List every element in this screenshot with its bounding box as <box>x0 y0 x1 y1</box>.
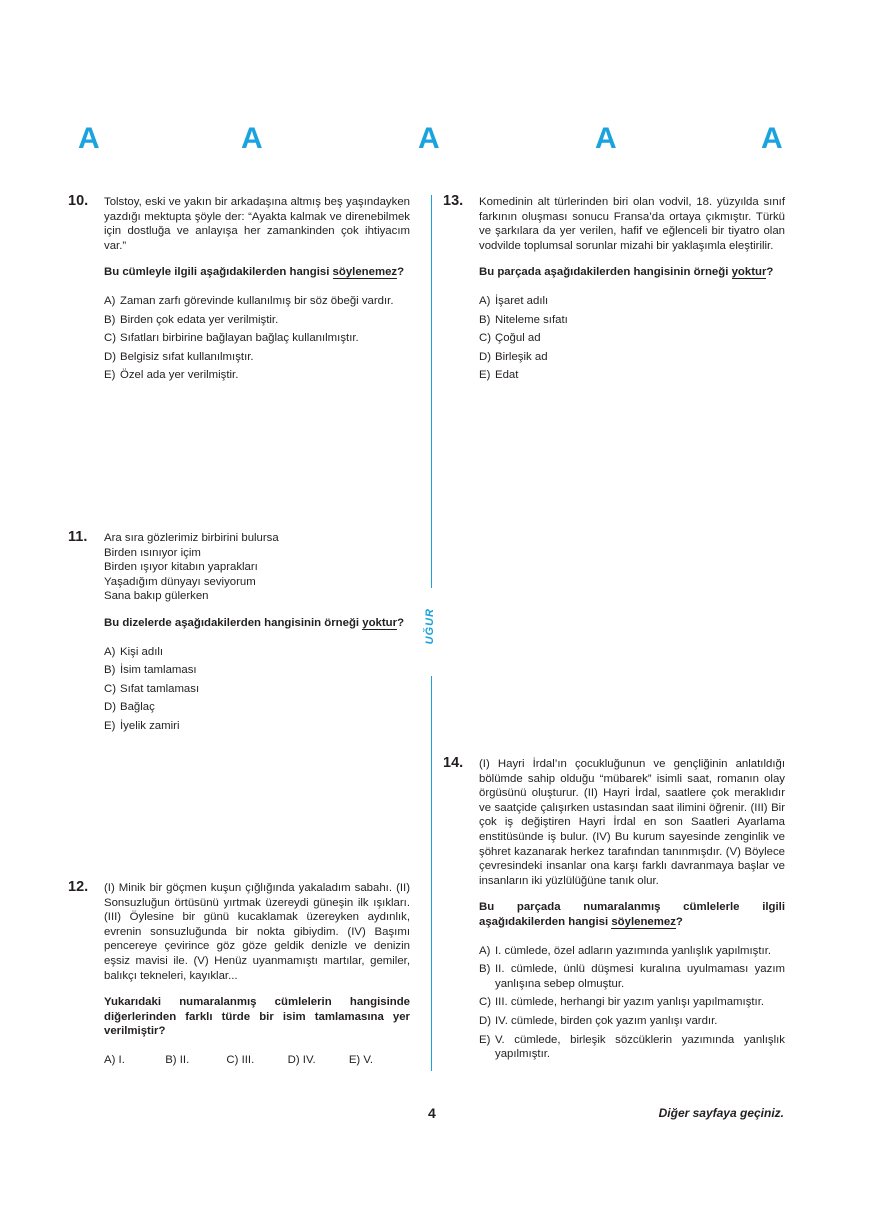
option-b[interactable]: B) II. cümlede, ünlü düşmesi kuralına uyulmaması yazım yanlışına sebep olmuştur. <box>479 963 785 990</box>
option-a[interactable]: A) I. cümlede, özel adların yazımında yanlışlık yapılmıştır. <box>479 944 772 957</box>
question-10 <box>68 193 410 387</box>
option-b[interactable]: B) II. <box>165 1053 190 1066</box>
poem-line: Yaşadığım dünyayı seviyorum <box>104 575 256 588</box>
option-a[interactable]: A) Kişi adılı <box>104 645 164 658</box>
options <box>104 645 410 734</box>
booklet-letter-1: A <box>78 122 100 155</box>
option-b[interactable]: B) Birden çok edata yer verilmiştir. <box>104 313 279 326</box>
booklet-letter-5: A <box>761 122 783 155</box>
poem <box>104 531 410 604</box>
question-stem: Komedinin alt türlerinden biri olan vodvil, 18. yüzyılda sınıf farkının oluşması sonucu Fransa’da ortaya çıkmıştır. Türkü ve şarkılara da yer verilen, hafif ve eğlenceli bir tiyatro olan vodvilde toplumsal sorunlar mizahi bir yaklaşımla eleştirilir. <box>479 196 785 252</box>
option-d[interactable]: D) Belgisiz sıfat kullanılmıştır. <box>104 350 254 363</box>
option-b[interactable]: B) Niteleme sıfatı <box>479 313 568 326</box>
question-14 <box>443 755 785 1066</box>
question-prompt: Bu parçada aşağıdakilerden hangisinin örneği yoktur? <box>479 266 774 279</box>
question-number: 12. <box>68 879 89 895</box>
option-c[interactable]: C) Sıfat tamlaması <box>104 682 200 695</box>
column-divider-top <box>431 195 432 588</box>
options <box>479 294 785 383</box>
option-d[interactable]: D) IV. cümlede, birden çok yazım yanlışı vardır. <box>479 1014 718 1027</box>
option-d[interactable]: D) IV. <box>287 1053 316 1066</box>
poem-line: Ara sıra gözlerimiz birbirini bulursa <box>104 532 279 544</box>
option-a[interactable]: A) I. <box>104 1053 125 1066</box>
option-e[interactable]: E) V. cümlede, birleşik sözcüklerin yazımında yanlışlık yapılmıştır. <box>479 1033 785 1061</box>
emphasis: yoktur <box>362 616 398 629</box>
option-c[interactable]: C) III. cümlede, herhangi bir yazım yanlışı yapılmamıştır. <box>479 996 765 1009</box>
page-number: 4 <box>428 1105 436 1121</box>
brand-label: UĞUR <box>424 608 436 645</box>
option-a[interactable]: A) Zaman zarfı görevinde kullanılmış bir söz öbeği vardır. <box>104 294 394 307</box>
poem-line: Birden ışıyor kitabın yaprakları <box>104 561 258 574</box>
option-c[interactable]: C) Sıfatları birbirine bağlayan bağlaç kullanılmıştır. <box>104 332 359 345</box>
emphasis: söylenemez <box>611 915 676 928</box>
next-page-note: Diğer sayfaya geçiniz. <box>658 1106 784 1120</box>
booklet-letter-2: A <box>241 122 263 155</box>
question-prompt: Bu parçada numaralanmış cümlelerle ilgili aşağıdakilerden hangisi söylenemez? <box>479 901 785 928</box>
option-b[interactable]: B) İsim tamlaması <box>104 664 197 677</box>
question-number: 11. <box>68 529 88 545</box>
options <box>104 294 410 383</box>
option-c[interactable]: C) Çoğul ad <box>479 332 541 345</box>
question-number: 13. <box>443 193 464 209</box>
question-number: 10. <box>68 193 89 209</box>
poem-line: Birden ısınıyor içim <box>104 546 201 559</box>
emphasis: yoktur <box>731 266 767 279</box>
option-c[interactable]: C) III. <box>226 1053 255 1066</box>
question-13 <box>443 193 785 387</box>
question-prompt: Bu dizelerde aşağıdakilerden hangisinin örneği yoktur? <box>104 616 405 629</box>
poem-line: Sana bakıp gülerken <box>104 590 209 603</box>
option-d[interactable]: D) Birleşik ad <box>479 350 548 363</box>
question-number: 14. <box>443 755 464 771</box>
question-12 <box>68 879 410 1068</box>
question-stem: (I) Minik bir göçmen kuşun çığlığında yakaladım sabahı. (II) Sonsuzluğun örtüsünü yırtmak üzereydi güneşin ilk ışıkları. (III) Öylesine bir günü kucaklamak üzereyken aydınlık, evrenin sonsuzluğunda bir nokta gibiydim. (IV) Başımı pencereye çevirince göz göze geldik denizle ve denizin eşsiz mavisi ile. (V) Henüz uyanmamıştı martılar, gemiler, balıkçı tekneleri, kayıklar... <box>104 882 410 982</box>
option-a[interactable]: A) İşaret adılı <box>479 294 549 307</box>
option-e[interactable]: E) V. <box>348 1053 374 1066</box>
question-prompt: Yukarıdaki numaralanmış cümlelerin hangisinde diğerlerinden farklı türde bir isim tamlamasına yer verilmiştir? <box>104 996 410 1038</box>
options <box>104 1053 410 1068</box>
options <box>479 944 785 1062</box>
option-e[interactable]: E) İyelik zamiri <box>104 719 180 732</box>
booklet-letter-3: A <box>418 122 440 155</box>
option-e[interactable]: E) Edat <box>479 369 519 382</box>
option-e[interactable]: E) Özel ada yer verilmiştir. <box>104 369 239 382</box>
question-stem: (I) Hayri İrdal’ın çocukluğunun ve gençliğinin anlatıldığı bölümde sahip olduğu “mübarek” isimli saat, romanın olay örgüsünü oluşturur. (II) Hayri İrdal, saatlere çok meraklıdır ve saatçide çalışırken ustasından saat ilimini öğrenir. (III) Bir çok iş değiştiren Hayri İrdal en son Saatleri Ayarlama enstitüsünde iş bulur. (IV) Bu kurum sayesinde zenginlik ve şöhret kazanarak herkez tarafından tanınmışdır. (V) Böylece çevresindeki insanlar ona karşı farklı davranmaya başlar ve insanların iki yüzlülüğüne tanık olur. <box>479 758 785 887</box>
question-prompt: Bu cümleyle ilgili aşağıdakilerden hangisi söylenemez? <box>104 266 405 279</box>
question-stem: Tolstoy, eski ve yakın bir arkadaşına altmış beş yaşındayken yazdığı mektupta şöyle der: “Ayakta kalmak ve direnebilmek için dostluğa ve anlayışa her zamankinden çok ihtiyacım var.” <box>104 196 410 252</box>
question-11 <box>68 529 410 738</box>
booklet-letter-4: A <box>595 122 617 155</box>
option-d[interactable]: D) Bağlaç <box>104 701 155 714</box>
emphasis: söylenemez <box>332 266 398 279</box>
column-divider-bottom <box>431 676 432 1071</box>
